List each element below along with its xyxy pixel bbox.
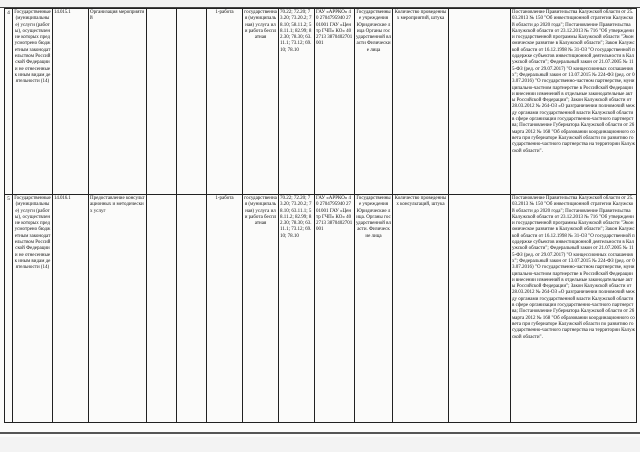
legal-basis-cell: Постановление Правительства Калужской области от 25.03.2013 № 150 "Об инвестиционной стратегии Калужской области до 2020 года"; Постановление Правительства Калужской области от 23.12.2013 № 716 "Об утверждении государственной программы Калужской области "Экономическое развитие в Калужской области"; Закон Калужской области от 16.12.1998 № 31-ОЗ "О государственной поддержке субъектов инвестиционной деятельности в Калужской области"; Федеральный закон от 21.07.2005 № 115-ФЗ (ред. от 29.07.2017) "О концессионных соглашениях"; Федеральный закон от 13.07.2015 № 224-ФЗ (ред. от 03.07.2016) "О государственно-частном партнерстве, муниципально-частном партнерстве в Российской Федерации и внесении изменений в отдельные законодательные акты Российской Федерации"; Закон Калужской области от 28.03.2012 № 264-ОЗ «О разграничении полномочий между органами государственной власти Калужской области в сфере организации государственно-частного партнерства; Постановление Губернатора Калужской области от 26 марта 2012 № 168 "Об образовании координационного совета при губернаторе Калужской области по развитию государственно-частного партнерства на территории Калужской области". bbox=[511, 195, 637, 423]
empty-cell bbox=[147, 9, 177, 195]
provider-inn-cell: ГАУ «АРРКО» 40 2704795940 2701001 ГАУ «Центр ГЧП» КО» 402713 3870402701 001 bbox=[315, 195, 355, 423]
empty-cell bbox=[177, 195, 207, 423]
legal-basis-cell: Постановление Правительства Калужской области от 25.03.2013 № 150 "Об инвестиционной стратегии Калужской области до 2020 года"; Постановление Правительства Калужской области от 23.12.2013 № 716 "Об утверждении государственной программы Калужской области "Экономическое развитие в Калужской области"; Закон Калужской области от 16.12.1998 № 31-ОЗ "О государственной поддержке субъектов инвестиционной деятельности в Калужской области"; Федеральный закон от 21.07.2005 № 115-ФЗ (ред. от 29.07.2017) "О концессионных соглашениях"; Федеральный закон от 13.07.2015 № 224-ФЗ (ред. от 03.07.2016) "О государственно-частном партнерстве, муниципально-частном партнерстве в Российской Федерации и внесении изменений в отдельные законодательные акты Российской Федерации"; Закон Калужской области от 28.03.2012 № 264-ОЗ «О разграничении полномочий между органами государственной власти Калужской области в сфере организации государственно-частного партнерства; Постановление Губернатора Калужской области от 26 марта 2012 № 168 "Об образовании координационного совета при губернаторе Калужской области по развитию государственно-частного партнерства на территории Калужской области". bbox=[511, 9, 637, 195]
service-name-cell: Предоставление консультационных и методических услуг bbox=[89, 195, 147, 423]
volume-indicator-cell: Количество проведенных консультаций, штука bbox=[393, 195, 449, 423]
service-type-cell: Государственные (муниципальные) услуги (работы), осуществление которых предусмотрено бюджетным законодательством Российской Федерации и не отнесенные к иным видам деятельности (14) bbox=[13, 9, 53, 195]
service-code-cell: 14.016.1 bbox=[53, 195, 89, 423]
recipients-cell: Государственные учреждения Юридические лица Органы государственной власти Физические лица bbox=[355, 9, 393, 195]
service-name-cell: Организация мероприятий bbox=[89, 9, 147, 195]
service-type-cell: Государственные (муниципальные) услуги (работы), осуществление которых предусмотрено бюджетным законодательством Российской Федерации и не отнесенные к иным видам деятельности (14) bbox=[13, 195, 53, 423]
empty-cell bbox=[449, 195, 511, 423]
service-code-cell: 14.015.1 bbox=[53, 9, 89, 195]
volume-indicator-cell: Количество проведенных мероприятий, штука bbox=[393, 9, 449, 195]
recipients-cell: Государственные учреждения Юридические лица. Органы государственной власти. Физические лица bbox=[355, 195, 393, 423]
scan-margin bbox=[0, 437, 640, 452]
service-kind-cell: 1-работа bbox=[207, 195, 243, 423]
okved-codes-cell: 70.22; 72.20; 73.20; 73.20.2; 78.10; 58.11.2; 58.11.1; 82.99; 82.30; 78.30; 63.11.1; 73.12; 69.10; 78.10 bbox=[279, 9, 315, 195]
service-kind-cell: 1-работа bbox=[207, 9, 243, 195]
payment-status-cell: государственная (муниципальная) услуга или работа бесплатная bbox=[243, 195, 279, 423]
row-number: 5 bbox=[5, 195, 13, 423]
empty-cell bbox=[449, 9, 511, 195]
row-number: 4 bbox=[5, 9, 13, 195]
empty-cell bbox=[177, 9, 207, 195]
empty-cell bbox=[147, 195, 177, 423]
payment-status-cell: государственная (муниципальная) услуга или работа бесплатная bbox=[243, 9, 279, 195]
previous-page-edge bbox=[0, 0, 640, 8]
table-row bbox=[5, 195, 637, 423]
page-bottom-rule bbox=[0, 432, 640, 434]
registry-table bbox=[4, 8, 637, 423]
table-row bbox=[5, 9, 637, 195]
provider-inn-cell: ГАУ «АРРКО» 40 2704795940 2701001 ГАУ «Центр ГЧП» КО» 402713 3870402701 001 bbox=[315, 9, 355, 195]
okved-codes-cell: 70.22; 72.20; 73.20; 73.20.2; 78.10; 63.11.1; 58.11.2; 82.99; 82.30; 78.30; 63.11.1; 73.12; 69.10; 78.10 bbox=[279, 195, 315, 423]
